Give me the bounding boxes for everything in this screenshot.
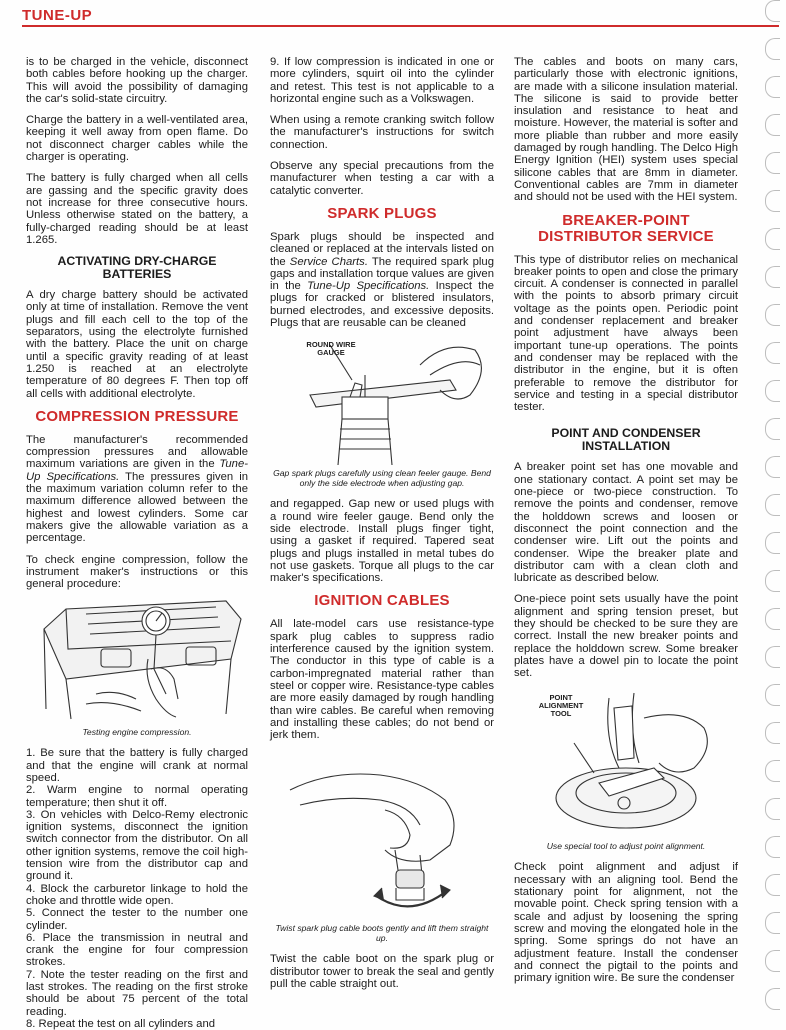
binder-hole [765, 532, 780, 554]
page-header [22, 3, 779, 29]
compression-tester-illustration [26, 599, 248, 724]
binder-hole [765, 266, 780, 288]
figure-caption: Gap spark plugs carefully using clean feeler gauge. Bend only the side electrode when adjusting gap. [273, 468, 491, 489]
callout-point-alignment-tool: POINT ALIGNMENT TOOL [538, 693, 584, 719]
section-title: TUNE-UP [22, 7, 93, 24]
paragraph: To check engine compression, follow the instrument maker's instructions or this general procedure: [26, 553, 248, 591]
binder-hole [765, 950, 780, 972]
binder-hole [765, 380, 780, 402]
paragraph: This type of distributor relies on mechanical breaker points to open and close the primary circuit. A condenser is connected in parallel with the points to absorb primary circuit voltage as the points open. Periodic point and condenser replacement and breaker point adjustment have always been important tune-up operations. The points and condenser may be replaced with the distributor in the engine, but it is often preferable to remove the distributor for service and testing in a special distributor tester. [514, 253, 738, 414]
heading-breaker-point-service: BREAKER-POINT DISTRIBUTOR SERVICE [538, 211, 714, 245]
procedure-step: 4. Block the carburetor linkage to hold the choke and throttle wide open. [26, 882, 248, 907]
binder-hole [765, 494, 780, 516]
heading-activating-batteries: ACTIVATING DRY-CHARGE BATTERIES [57, 254, 217, 282]
binder-hole [765, 38, 780, 60]
paragraph: Twist the cable boot on the spark plug or distributor tower to break the seal and gently pull the cable straight out. [270, 953, 494, 990]
column-1 [26, 56, 248, 1030]
procedure-step: 8. Repeat the test on all cylinders and [26, 1017, 216, 1030]
paragraph: A breaker point set has one movable and one stationary contact. A point set may be one-piece or two-piece construction. To remove the points and condenser, remove the holddown screws and loosen or disconnect the point connection and the condenser wire. Lift out the points and condenser. Wipe the breaker plate and distributor cam with a clean cloth and lubricate as described below. [514, 461, 738, 585]
paragraph: Observe any special precautions from the manufacturer when testing a car with a catalytic converter. [270, 160, 494, 197]
paragraph: The cables and boots on many cars, particularly those with electronic ignitions, are made with a silicone insulation material. The silicone is said to provide better insulation and resistance to heat and moisture. However, the material is softer and more pliable than rubber and more easily damaged by rough handling. The Delco High Energy Ignition (HEI) system uses special silicone cables that are 8mm in diameter. Conventional cables are 7mm in diameter and should not be used with the HEI system. [514, 56, 738, 204]
paragraph: A dry charge battery should be activated only at time of installation. Remove the vent plugs and fill each cell to the top of the separators, using the electrolyte furnished with the battery. Place the unit on charge until a specific gravity reading of at least 1.250 is reached at an electrolyte temperature of 80 degrees F. Then top off all cells with additional electrolyte. [26, 289, 248, 400]
heading-ignition-cables: IGNITION CABLES [314, 592, 450, 610]
heading-spark-plugs: SPARK PLUGS [327, 204, 437, 222]
paragraph: Charge the battery in a well-ventilated area, keeping it well away from open flame. Do not disconnect charger cables while the charger is operating. [26, 114, 248, 164]
heading-point-condenser-installation: POINT AND CONDENSER INSTALLATION [551, 426, 701, 454]
heading-compression-pressure: COMPRESSION PRESSURE [35, 407, 239, 425]
figure-point-alignment [514, 688, 738, 851]
binder-hole [765, 722, 780, 744]
binder-hole [765, 874, 780, 896]
procedure-step: 5. Connect the tester to the number one cylinder. [26, 907, 248, 932]
procedure-step: 2. Warm engine to normal operating temperature; then shut it off. [26, 784, 248, 809]
binder-hole [765, 684, 780, 706]
header-rule [22, 25, 779, 27]
callout-round-wire-gauge: ROUND WIRE GAUGE [306, 340, 356, 358]
binder-hole [765, 152, 780, 174]
figure-caption: Use special tool to adjust point alignment. [546, 841, 706, 852]
paragraph: and regapped. Gap new or used plugs with a round wire feeler gauge. Bend only the side electrode. Install plugs finger tight, using a gasket if required. Tapered seat plugs and plugs installed in metal tubes do not use gaskets. Torque all plugs to the car maker's specifications. [270, 498, 494, 585]
binder-hole [765, 418, 780, 440]
binder-hole [765, 76, 780, 98]
paragraph: is to be charged in the vehicle, disconnect both cables before hooking up the charger. This will avoid the possibility of damaging the car's solid-state circuitry. [26, 56, 248, 105]
binder-hole [765, 114, 780, 136]
binder-hole [765, 988, 780, 1010]
binder-hole [765, 228, 780, 250]
column-2 [270, 56, 494, 999]
paragraph: The manufacturer's recommended compression pressures and allowable maximum variations are given in the Tune-Up Specifications. The pressures given in the maximum variation column refer to the maximum difference allowed between the highest and lowest cylinders. Some car makers give the allowable variation as a percentage. [26, 433, 249, 545]
figure-caption: Twist spark plug cable boots gently and lift them straight up. [275, 923, 489, 944]
binder-hole [765, 304, 780, 326]
hand-twisting-boot-illustration [270, 750, 494, 920]
binder-hole [765, 798, 780, 820]
paragraph: One-piece point sets usually have the point alignment and spring tension preset, but they should be checked to be sure they are correct. Install the new breaker points and replace the holddown screw. Some breaker plates have a dowel pin to locate the point set. [514, 593, 738, 680]
figure-compression-test [26, 599, 248, 737]
paragraph: All late-model cars use resistance-type spark plug cables to suppress radio interference caused by the ignition system. The conductor in this type of cable is a carbon-impregnated material rather than steel or copper wire. Resistance-type cables are more easily damaged by rough handling than wire cables. Be careful when removing and installing these cables; do not bend or jerk them. [270, 618, 494, 742]
figure-spark-plug-gap [270, 335, 494, 488]
binder-hole [765, 190, 780, 212]
paragraph: Spark plugs should be inspected and cleaned or replaced at the intervals listed on the Service Charts. The required spark plug gaps and installation torque values are given in the Tune-Up Specifications. Inspect the plugs for cracked or blistered insulators, burned electrodes, and excessive deposits. Plugs that are reusable can be cleaned [270, 230, 495, 330]
procedure-step: 1. Be sure that the battery is fully charged and that the engine will crank at normal speed. [26, 747, 248, 784]
binder-hole [765, 0, 780, 22]
binder-hole [765, 456, 780, 478]
binder-hole [765, 646, 780, 668]
paragraph: Check point alignment and adjust if necessary with an aligning tool. Bend the stationary point for alignment, not the movable point. Check spring tension with a scale and adjust by loosening the spring screw and moving the elongated hole in the spring. Some springs do not have an adjustment feature. Install the condenser and connect the pigtail to the points and primary ignition wire. Be sure the condenser [514, 861, 738, 985]
paragraph: When using a remote cranking switch follow the manufacturer's instructions for switch connection. [270, 114, 494, 151]
paragraph: 9. If low compression is indicated in one or more cylinders, squirt oil into the cylinder and retest. This test is not applicable to a horizontal engine such as a Volkswagen. [270, 56, 494, 105]
binder-hole [765, 836, 780, 858]
figure-caption: Testing engine compression. [82, 727, 192, 738]
binder-hole [765, 342, 780, 364]
procedure-step: 7. Note the tester reading on the first and last strokes. The reading on the first stroke should be about 75 percent of the total reading. [26, 968, 248, 1018]
binder-holes [758, 0, 786, 1024]
binder-hole [765, 912, 780, 934]
binder-hole [765, 760, 780, 782]
binder-hole [765, 570, 780, 592]
column-3 [514, 56, 738, 993]
figure-cable-boot [270, 750, 494, 943]
procedure-step: 3. On vehicles with Delco-Remy electronic ignition systems, disconnect the ignition switch connector from the distributor. On all other ignition systems, remove the coil high-tension wire from the distributor cap and ground it. [26, 808, 248, 883]
procedure-step: 6. Place the transmission in neutral and crank the engine for four compression strokes. [26, 931, 248, 969]
paragraph: The battery is fully charged when all cells are gassing and the specific gravity does not increase for three consecutive hours. Unless otherwise stated on the battery, a fully-charged reading should be at least 1.265. [26, 172, 248, 246]
binder-hole [765, 608, 780, 630]
